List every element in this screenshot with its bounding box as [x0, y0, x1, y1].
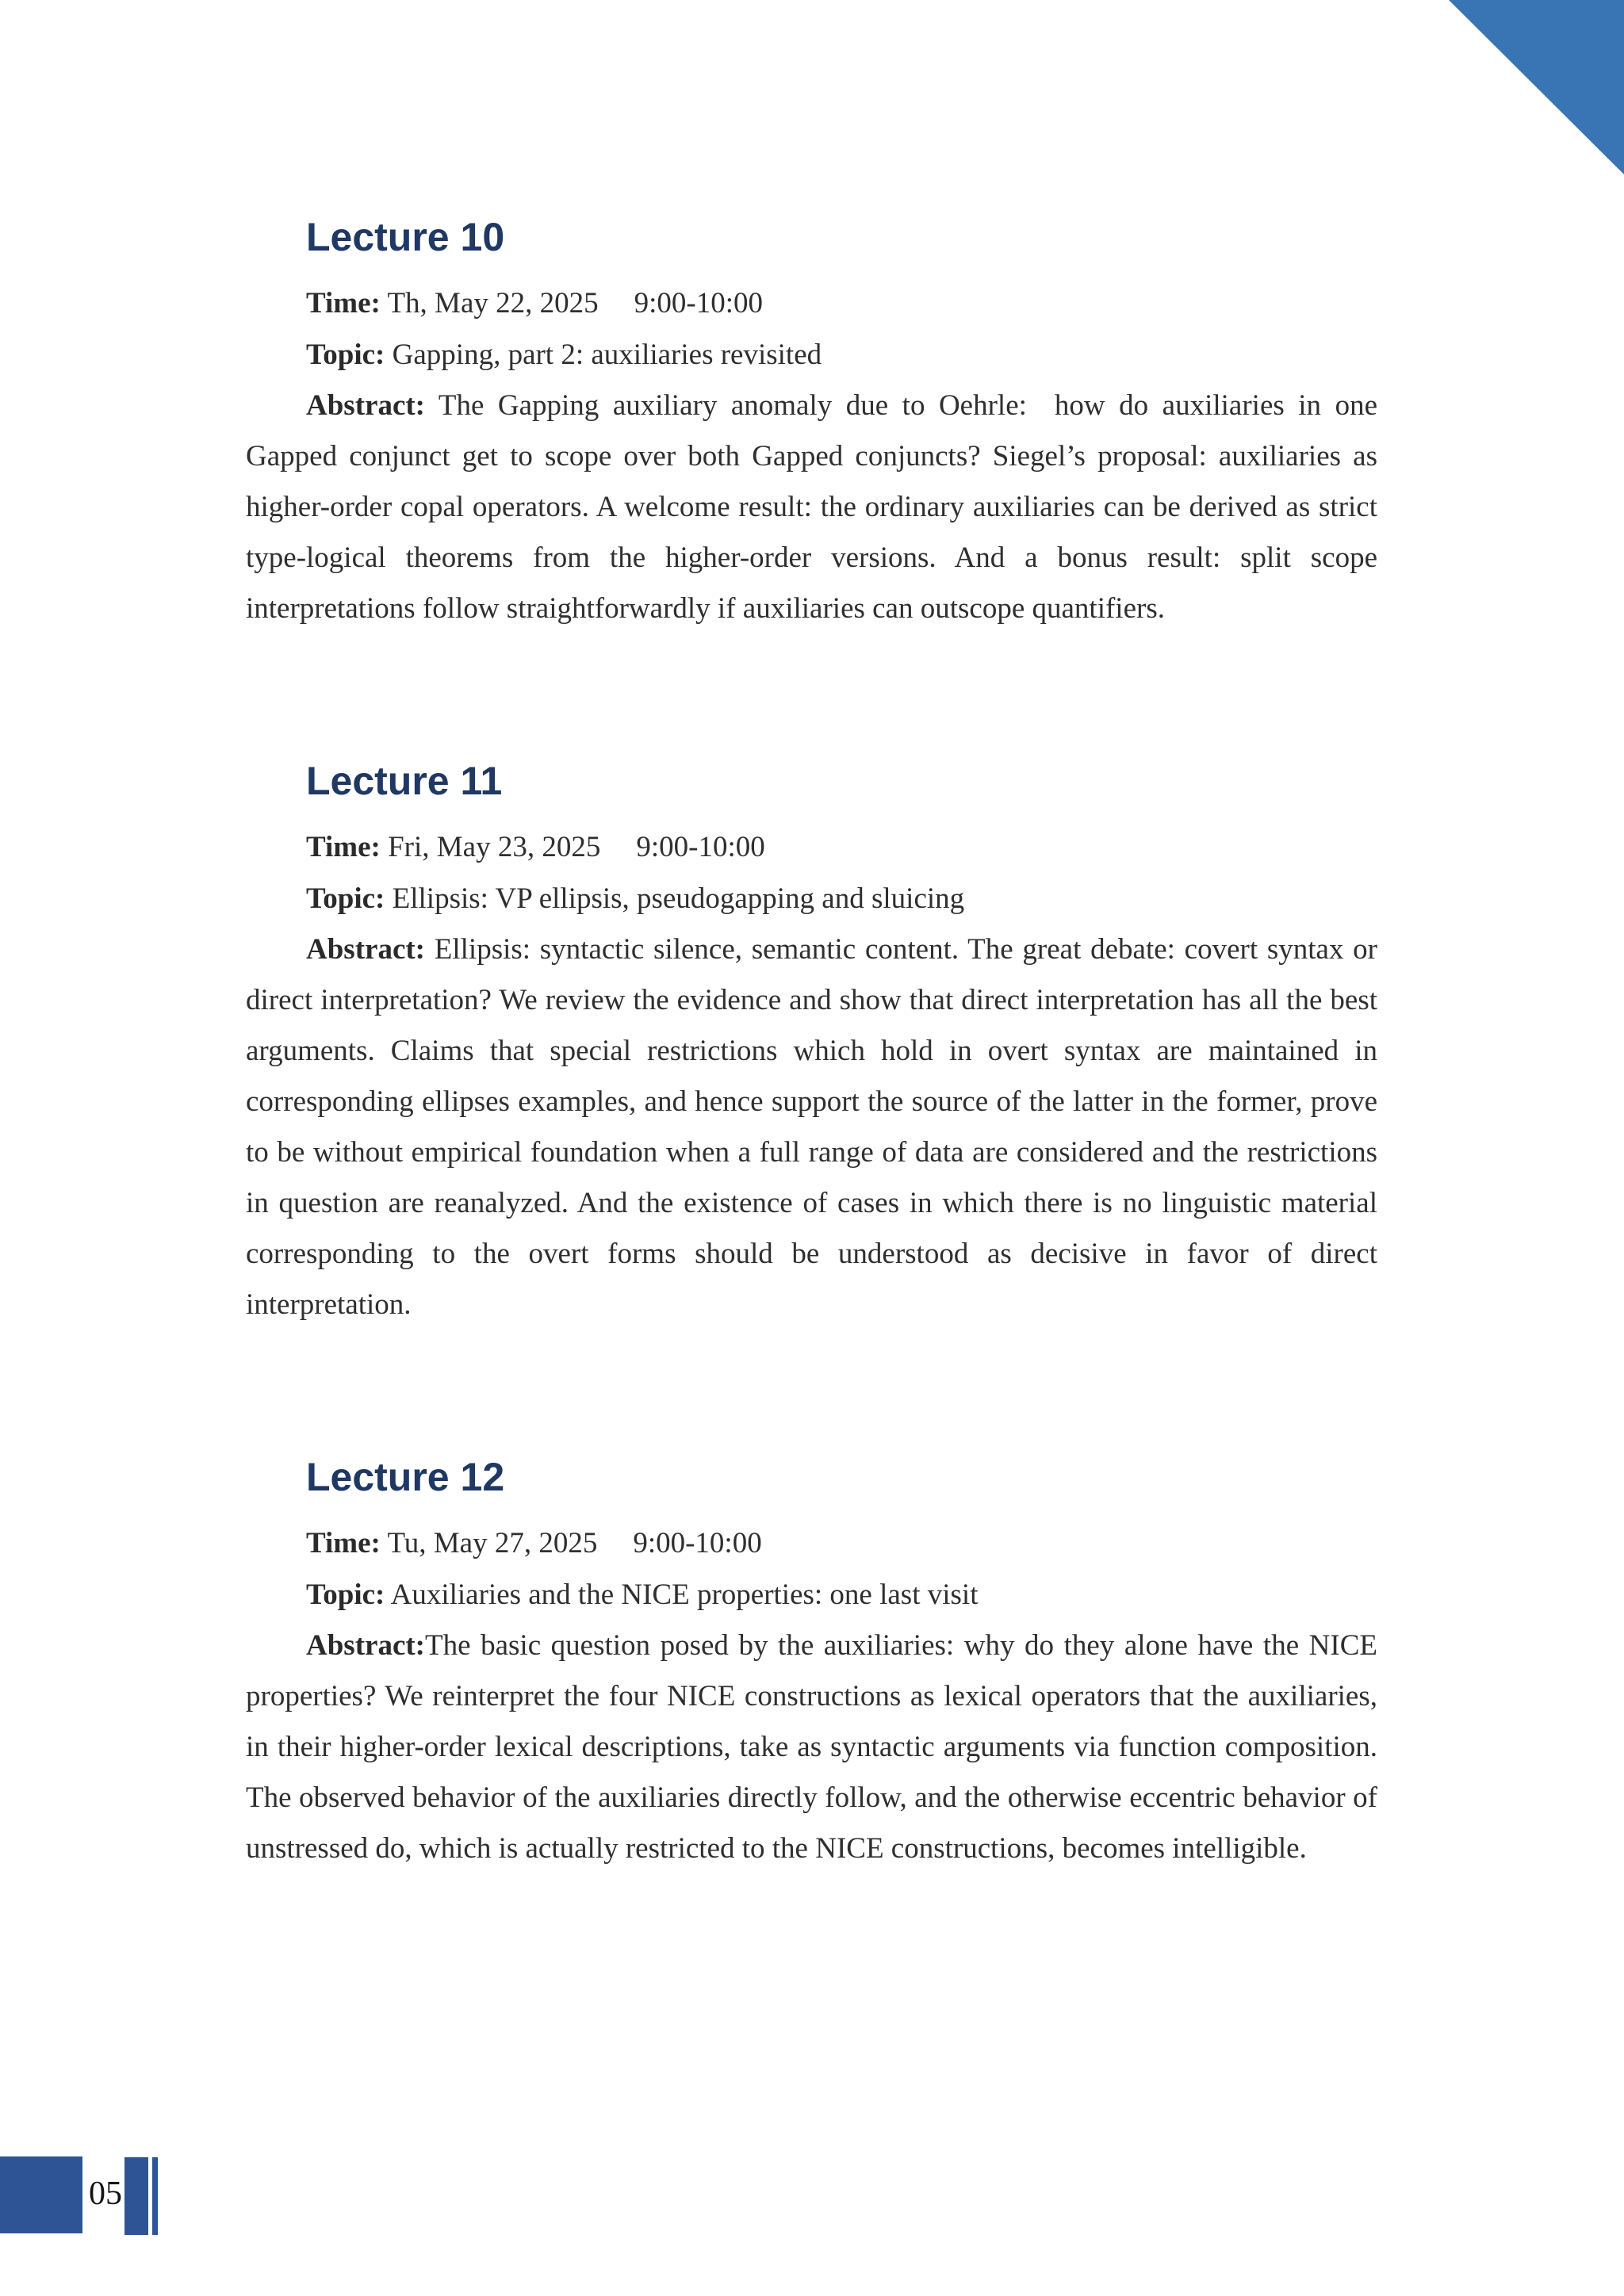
lecture-section-12: [246, 1452, 1377, 1874]
lecture-topic-line: [246, 873, 1377, 924]
abstract-label: Abstract:: [306, 389, 426, 422]
lecture-title: Lecture 11: [306, 759, 503, 803]
lecture-date: Th, May 22, 2025: [387, 287, 599, 320]
footer-accent-bar: [124, 2157, 148, 2235]
abstract-label: Abstract:: [306, 933, 426, 966]
lecture-section-11: [246, 756, 1377, 1330]
page-number: 05: [89, 2175, 122, 2212]
topic-label: Topic:: [306, 1578, 385, 1611]
lecture-title: Lecture 10: [306, 215, 505, 259]
corner-triangle-decoration: [1449, 0, 1624, 174]
lecture-date: Fri, May 23, 2025: [388, 831, 601, 863]
lecture-topic-line: [246, 329, 1377, 381]
time-label: Time:: [306, 1527, 381, 1559]
lecture-time-range: 9:00-10:00: [636, 831, 765, 863]
lecture-topic: Ellipsis: VP ellipsis, pseudogapping and sluicing: [392, 882, 965, 915]
footer-accent-bar-thin: [152, 2157, 158, 2235]
time-label: Time:: [306, 831, 381, 863]
lecture-abstract: [246, 924, 1377, 1330]
abstract-text: The basic question posed by the auxiliaries: why do they alone have the NICE properties? We reinterpret the four NICE constructions as lexical operators that the auxiliaries, in their higher-order lexical descriptions, take as syntactic arguments via function composition. The observed behavior of the auxiliaries directly follow, and the otherwise eccentric behavior of unstressed do, which is actually restricted to the NICE constructions, becomes intelligible.: [246, 1629, 1377, 1865]
lecture-topic: Auxiliaries and the NICE properties: one last visit: [390, 1578, 979, 1611]
topic-label: Topic:: [306, 882, 385, 915]
lecture-abstract: [246, 1621, 1377, 1874]
footer-accent-block: [0, 2156, 82, 2233]
abstract-text: The Gapping auxiliary anomaly due to Oehrle: how do auxiliaries in one Gapped conjunct get to scope over both Gapped conjuncts? Siegel’s proposal: auxiliaries as higher-order copal operators. A welcome result: the ordinary auxiliaries can be derived as strict type-logical theorems from the higher-order versions. And a bonus result: split scope interpretations follow straightforwardly if auxiliaries can outscope quantifiers.: [246, 389, 1377, 625]
lecture-topic-line: [246, 1569, 1377, 1621]
lecture-time-range: 9:00-10:00: [634, 287, 764, 320]
topic-label: Topic:: [306, 339, 385, 371]
lecture-date: Tu, May 27, 2025: [387, 1527, 598, 1559]
lecture-time-line: [246, 821, 1377, 873]
lecture-time-range: 9:00-10:00: [633, 1527, 762, 1559]
abstract-text: Ellipsis: syntactic silence, semantic content. The great debate: covert syntax or direct interpretation? We review the evidence and show that direct interpretation has all the best arguments. Claims that special restrictions which hold in overt syntax are maintained in corresponding ellipses examples, and hence support the source of the latter in the former, prove to be without empirical foundation when a full range of data are considered and the restrictions in question are reanalyzed. And the existence of cases in which there is no linguistic material corresponding to the overt forms should be understood as decisive in favor of direct interpretation.: [246, 933, 1377, 1321]
lecture-topic: Gapping, part 2: auxiliaries revisited: [392, 339, 822, 371]
lecture-section-10: [246, 212, 1377, 634]
lecture-title: Lecture 12: [306, 1455, 505, 1499]
lecture-list: [246, 212, 1377, 1874]
lecture-abstract: [246, 381, 1377, 634]
time-label: Time:: [306, 287, 381, 320]
abstract-label: Abstract:: [306, 1629, 426, 1662]
lecture-time-line: [246, 1517, 1377, 1569]
lecture-time-line: [246, 277, 1377, 329]
